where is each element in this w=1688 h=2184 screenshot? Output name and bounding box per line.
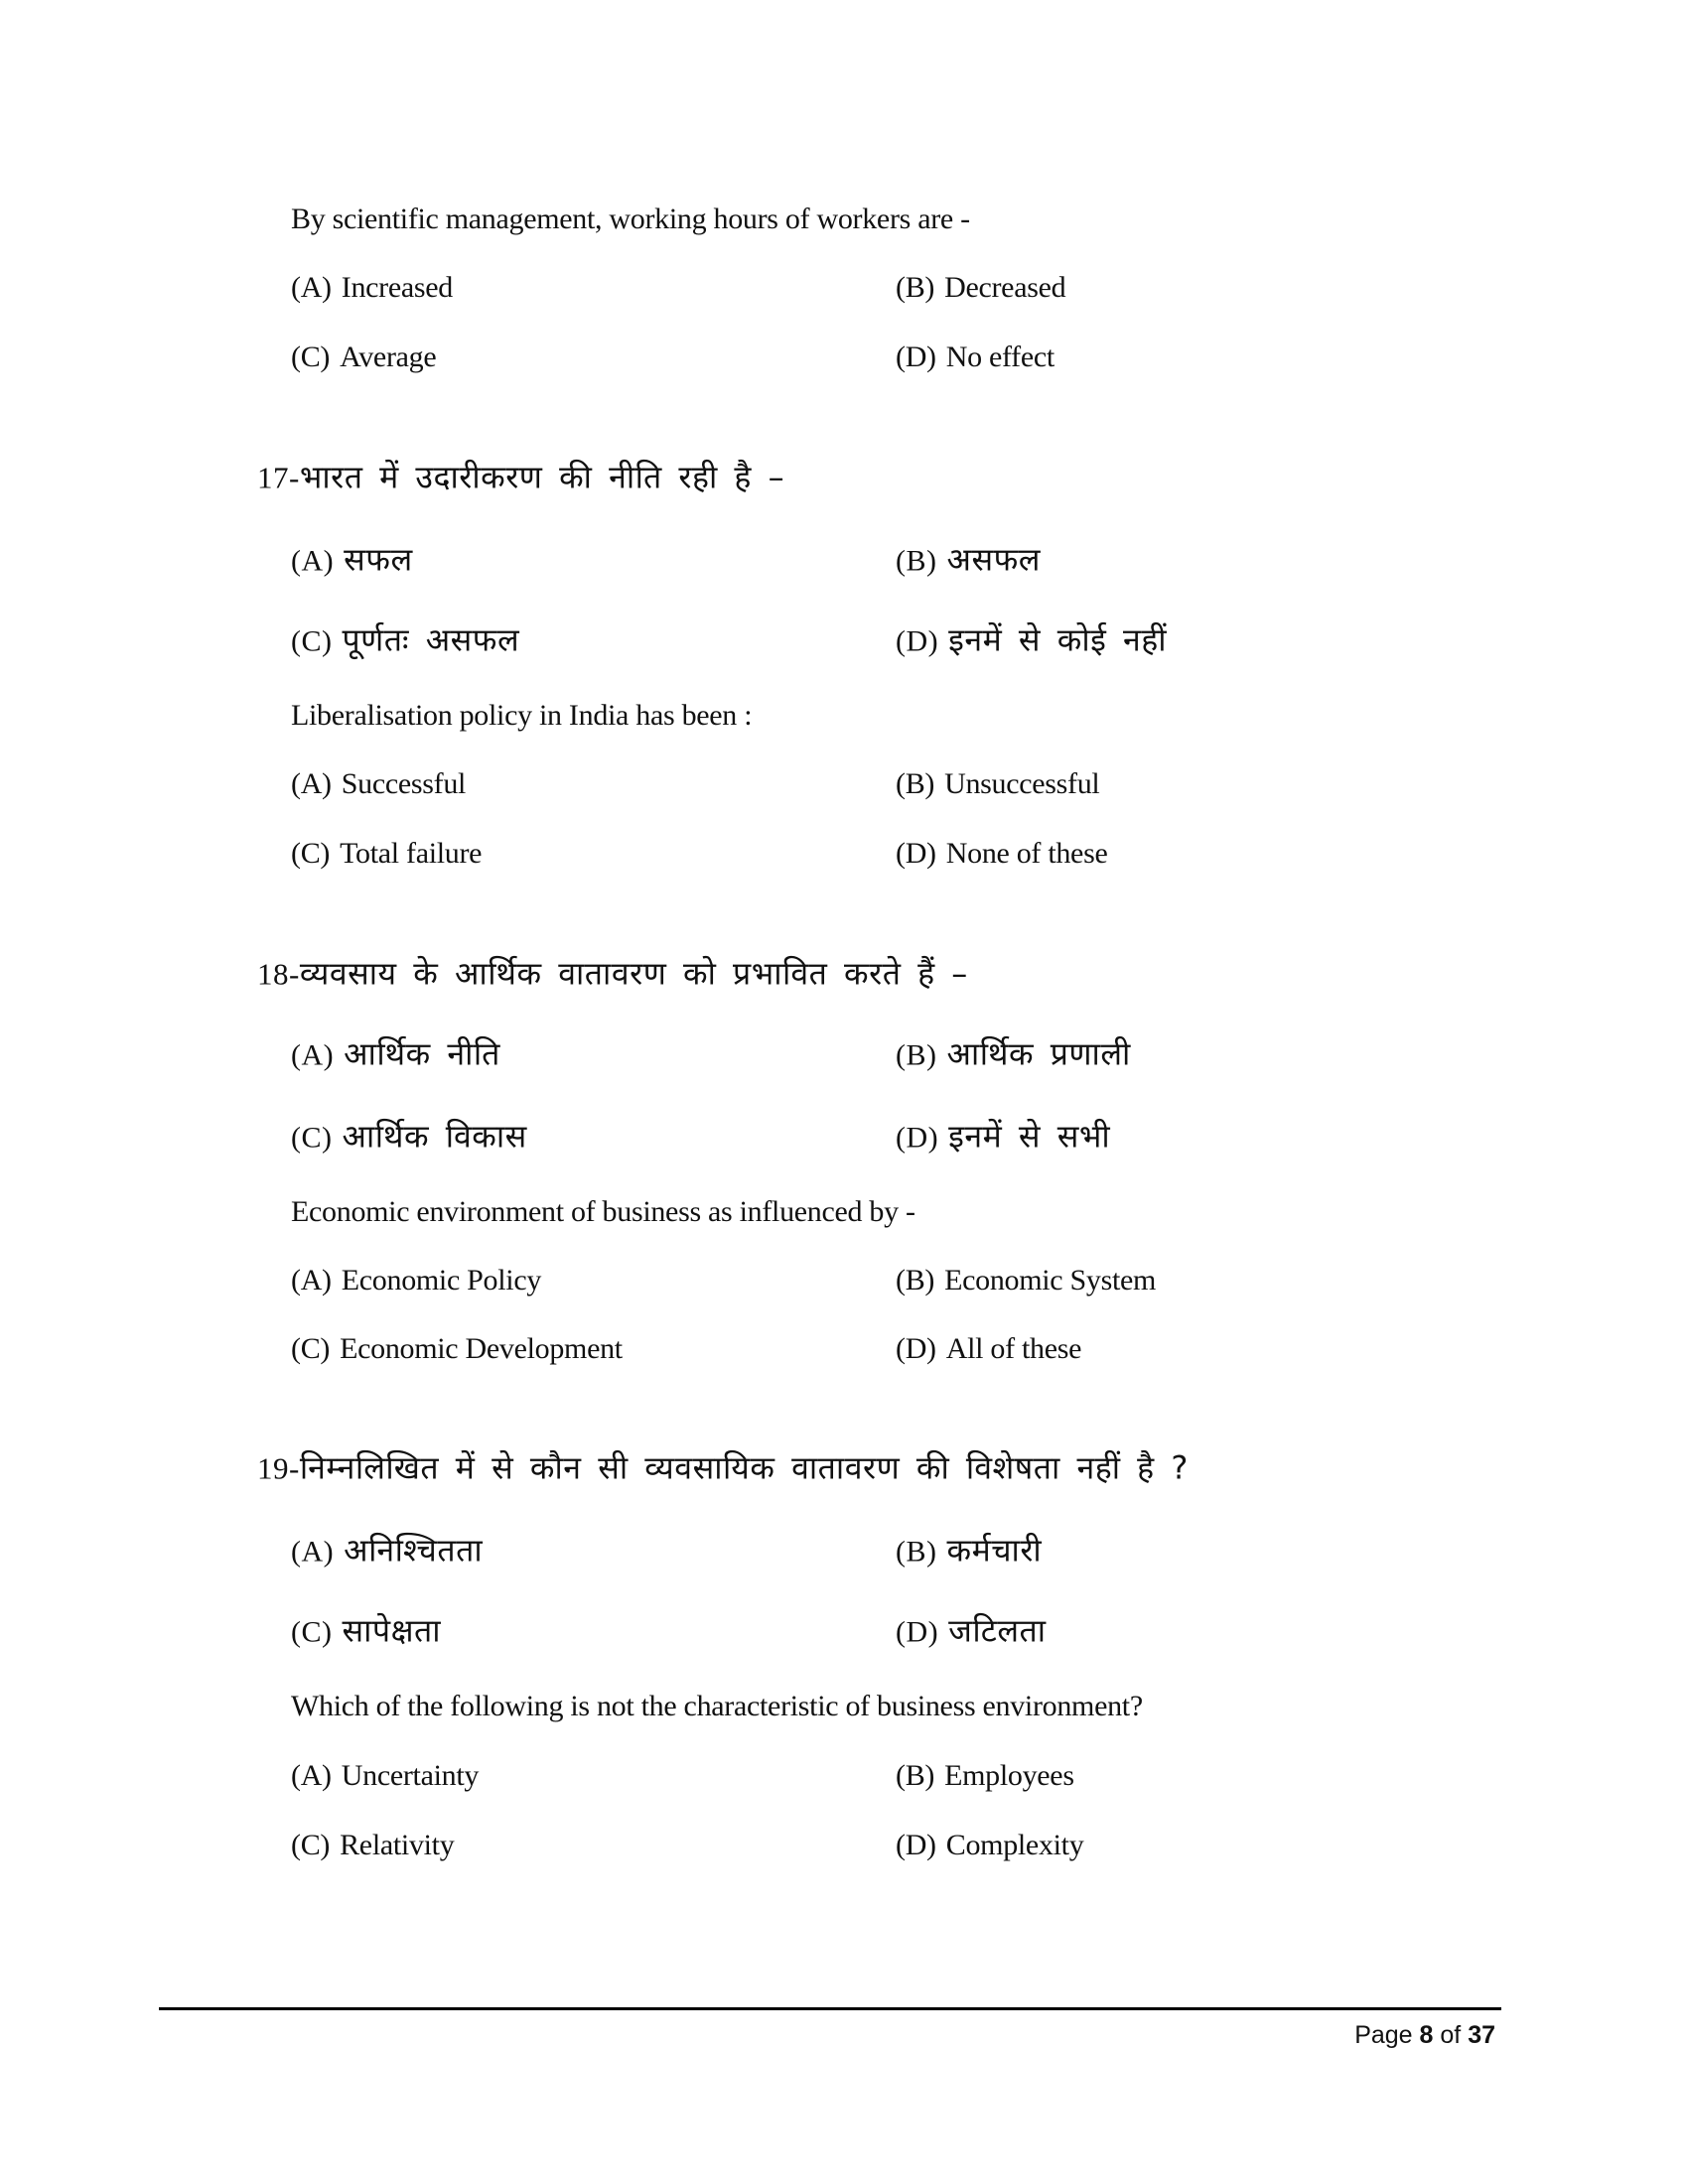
option-text: Economic System <box>944 1264 1157 1297</box>
option-label: (A) <box>291 1264 332 1297</box>
option-label: (A) <box>291 1038 335 1072</box>
option-label: (D) <box>896 624 939 658</box>
question-text: भारत में उदारीकरण की नीति रही है – <box>299 458 785 496</box>
option-text: अनिश्चितता <box>344 1531 484 1570</box>
option-d <box>896 1609 1047 1652</box>
option-text: सापेक्षता <box>342 1611 442 1650</box>
question-18-hindi <box>257 952 968 995</box>
option-c <box>291 837 482 871</box>
option-text: आर्थिक प्रणाली <box>946 1034 1131 1073</box>
option-d <box>896 1332 1081 1366</box>
option-label: (C) <box>291 624 333 658</box>
option-text: All of these <box>945 1332 1082 1365</box>
option-text: Uncertainty <box>341 1759 480 1792</box>
question-17-hindi <box>257 456 784 498</box>
option-text: असफल <box>946 540 1041 579</box>
option-label: (B) <box>896 271 935 304</box>
option-c <box>291 1115 527 1158</box>
option-label: (A) <box>291 1535 335 1569</box>
option-a <box>291 1529 483 1571</box>
option-label: (D) <box>896 341 936 373</box>
option-label: (A) <box>291 767 332 800</box>
option-label: (C) <box>291 837 331 870</box>
page-total: 37 <box>1468 2021 1495 2049</box>
option-text: Employees <box>944 1759 1074 1792</box>
option-c <box>291 341 436 374</box>
option-text: Relativity <box>340 1829 455 1861</box>
page-middle: of <box>1433 2021 1469 2049</box>
option-b <box>896 1529 1042 1571</box>
option-d <box>896 837 1107 871</box>
option-label: (B) <box>896 1759 935 1792</box>
question-text: निम्नलिखित में से कौन सी व्यवसायिक वातावरण की विशेषता नहीं है ? <box>299 1448 1189 1487</box>
question-19-hindi <box>257 1446 1189 1489</box>
option-label: (B) <box>896 1264 935 1297</box>
option-label: (D) <box>896 837 936 870</box>
option-label: (D) <box>896 1121 939 1155</box>
option-a <box>291 538 413 581</box>
option-c <box>291 1609 441 1652</box>
option-label: (D) <box>896 1615 939 1649</box>
page-current: 8 <box>1419 2021 1434 2049</box>
option-a <box>291 1759 479 1793</box>
option-a <box>291 1264 541 1297</box>
option-c <box>291 1332 623 1366</box>
option-b <box>896 538 1041 581</box>
option-a <box>291 271 453 305</box>
option-c <box>291 1829 454 1862</box>
option-text: Average <box>340 341 437 373</box>
question-text: व्यवसाय के आर्थिक वातावरण को प्रभावित करते हैं – <box>299 954 968 993</box>
option-b <box>896 1032 1131 1075</box>
option-a <box>291 1032 500 1075</box>
page-prefix: Page <box>1354 2021 1420 2049</box>
option-label: (C) <box>291 1121 333 1155</box>
option-d <box>896 1829 1083 1862</box>
option-text: No effect <box>945 341 1055 373</box>
option-b <box>896 767 1099 801</box>
option-text: इनमें से सभी <box>948 1117 1111 1156</box>
option-label: (C) <box>291 1829 331 1861</box>
option-text: Unsuccessful <box>944 767 1100 800</box>
question-17-english-text: Liberalisation policy in India has been : <box>291 699 753 732</box>
footer-divider <box>159 2007 1501 2010</box>
option-b <box>896 271 1065 305</box>
option-label: (C) <box>291 1332 331 1365</box>
question-number: 18- <box>257 956 300 992</box>
question-16-english-text: By scientific management, working hours of workers are - <box>291 203 970 235</box>
option-text: सफल <box>344 540 413 579</box>
question-number: 17- <box>257 460 300 495</box>
option-d <box>896 618 1167 661</box>
option-label: (B) <box>896 767 935 800</box>
option-text: Increased <box>341 271 453 304</box>
option-label: (B) <box>896 1038 937 1072</box>
option-text: आर्थिक नीति <box>344 1034 500 1073</box>
option-label: (A) <box>291 1759 332 1792</box>
option-label: (D) <box>896 1332 936 1365</box>
question-18-english-text: Economic environment of business as influenced by - <box>291 1195 915 1228</box>
question-19-english-text: Which of the following is not the characteristic of business environment? <box>291 1690 1143 1722</box>
option-label: (C) <box>291 1615 333 1649</box>
option-label: (A) <box>291 544 335 578</box>
option-text: Complexity <box>945 1829 1084 1861</box>
option-text: पूर्णतः असफल <box>342 620 520 659</box>
option-text: Total failure <box>340 837 483 870</box>
option-b <box>896 1264 1156 1297</box>
option-text: Economic Development <box>340 1332 623 1365</box>
option-text: आर्थिक विकास <box>342 1117 527 1156</box>
option-label: (C) <box>291 341 331 373</box>
option-text: Decreased <box>944 271 1066 304</box>
option-text: Successful <box>341 767 467 800</box>
option-c <box>291 618 519 661</box>
option-label: (B) <box>896 544 937 578</box>
option-b <box>896 1759 1074 1793</box>
page-number <box>1354 2021 1495 2050</box>
option-text: Economic Policy <box>341 1264 542 1297</box>
option-d <box>896 341 1055 374</box>
option-text: जटिलता <box>948 1611 1047 1650</box>
option-text: कर्मचारी <box>946 1531 1043 1570</box>
option-a <box>291 767 466 801</box>
option-text: None of these <box>945 837 1108 870</box>
option-text: इनमें से कोई नहीं <box>948 620 1168 659</box>
option-label: (B) <box>896 1535 937 1569</box>
option-d <box>896 1115 1110 1158</box>
option-label: (D) <box>896 1829 936 1861</box>
question-number: 19- <box>257 1450 300 1486</box>
option-label: (A) <box>291 271 332 304</box>
